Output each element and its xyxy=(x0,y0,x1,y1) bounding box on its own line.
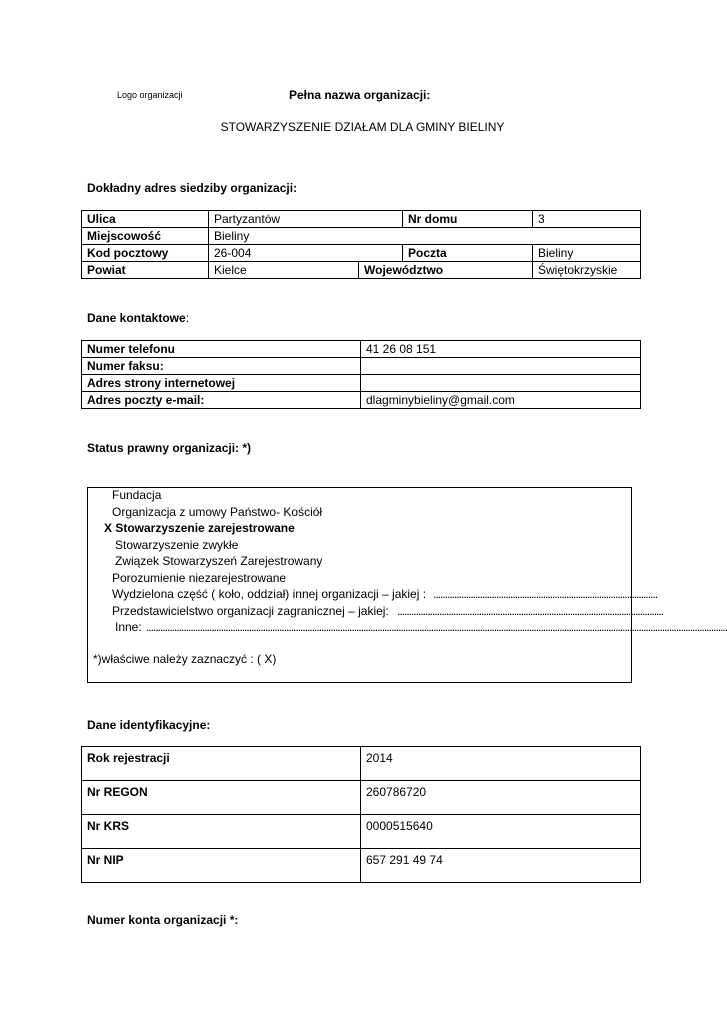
address-heading: Dokładny adres siedziby organizacji: xyxy=(87,181,298,195)
account-heading: Numer konta organizacji *: xyxy=(87,913,239,927)
status-heading: Status prawny organizacji: *) xyxy=(87,441,252,455)
address-row-postcode xyxy=(82,245,641,262)
postcode-value: 26-004 xyxy=(209,245,403,262)
krs-value: 0000515640 xyxy=(361,815,641,849)
contact-heading-text: Dane kontaktowe xyxy=(87,311,186,325)
status-footnote: *)właściwe należy zaznaczyć : ( X) xyxy=(93,652,277,666)
table-row xyxy=(82,392,641,409)
contact-table xyxy=(81,340,641,409)
status-option-branch: Wydzielona część ( koło, oddział) innej organizacji – jakiej : xyxy=(112,587,427,601)
organization-name: STOWARZYSZENIE DZIAŁAM DLA GMINY BIELINY xyxy=(220,120,505,134)
phone-value: 41 26 08 151 xyxy=(361,341,641,358)
reg-year-value: 2014 xyxy=(361,747,641,781)
street-label: Ulica xyxy=(82,211,209,228)
table-row xyxy=(82,747,641,781)
phone-label: Numer telefonu xyxy=(82,341,361,358)
table-row xyxy=(82,341,641,358)
nip-value: 657 291 49 74 xyxy=(361,849,641,883)
logo-placeholder: Logo organizacji xyxy=(117,90,183,100)
status-option-ordinary-association: Stowarzyszenie zwykłe xyxy=(115,538,239,552)
address-row-county xyxy=(82,262,641,279)
other-fill-line: ......................................................................................................................................................................................................................................................... xyxy=(146,620,727,634)
street-value: Partyzantów xyxy=(209,211,403,228)
house-no-value: 3 xyxy=(533,211,641,228)
town-label: Miejscowość xyxy=(82,228,209,245)
status-option-registered-association: X Stowarzyszenie zarejestrowane xyxy=(104,521,295,535)
email-label: Adres poczty e-mail: xyxy=(82,392,361,409)
post-office-label: Poczta xyxy=(403,245,533,262)
town-value: Bieliny xyxy=(209,228,641,245)
nip-label: Nr NIP xyxy=(82,849,361,883)
ident-table xyxy=(81,746,641,883)
contact-heading-colon: : xyxy=(185,311,190,325)
county-label: Powiat xyxy=(82,262,209,279)
status-option-union: Związek Stowarzyszeń Zarejestrowany xyxy=(115,554,323,568)
branch-fill-line: ................................................................................................ xyxy=(433,587,658,601)
reg-year-label: Rok rejestracji xyxy=(82,747,361,781)
voivodeship-value: Świętokrzyskie xyxy=(533,262,641,279)
status-option-foreign-representation: Przedstawicielstwo organizacji zagranicznej – jakiej: xyxy=(112,604,389,618)
table-row xyxy=(82,358,641,375)
status-option-fundacja: Fundacja xyxy=(112,488,162,502)
email-value: dlagminybieliny@gmail.com xyxy=(361,392,641,409)
fax-label: Numer faksu: xyxy=(82,358,361,375)
table-row xyxy=(82,849,641,883)
address-table xyxy=(81,210,641,279)
foreign-fill-line: .................................................................................................................. xyxy=(397,604,664,618)
status-option-other: Inne: xyxy=(115,620,142,634)
voivodeship-label: Województwo xyxy=(359,262,533,279)
house-no-label: Nr domu xyxy=(403,211,533,228)
table-row xyxy=(82,781,641,815)
postcode-label: Kod pocztowy xyxy=(82,245,209,262)
status-option-agreement: Porozumienie niezarejestrowane xyxy=(112,571,287,585)
ident-heading: Dane identyfikacyjne: xyxy=(87,718,211,732)
address-row-street xyxy=(82,211,641,228)
county-value: Kielce xyxy=(209,262,359,279)
fax-value xyxy=(361,358,641,375)
full-name-label: Pełna nazwa organizacji: xyxy=(289,88,431,102)
regon-value: 260786720 xyxy=(361,781,641,815)
regon-label: Nr REGON xyxy=(82,781,361,815)
status-option-church: Organizacja z umowy Państwo- Kościół xyxy=(112,505,323,519)
website-label: Adres strony internetowej xyxy=(82,375,361,392)
krs-label: Nr KRS xyxy=(82,815,361,849)
website-value xyxy=(361,375,641,392)
post-office-value: Bieliny xyxy=(533,245,641,262)
address-row-town xyxy=(82,228,641,245)
table-row xyxy=(82,815,641,849)
contact-heading xyxy=(87,311,189,325)
table-row xyxy=(82,375,641,392)
